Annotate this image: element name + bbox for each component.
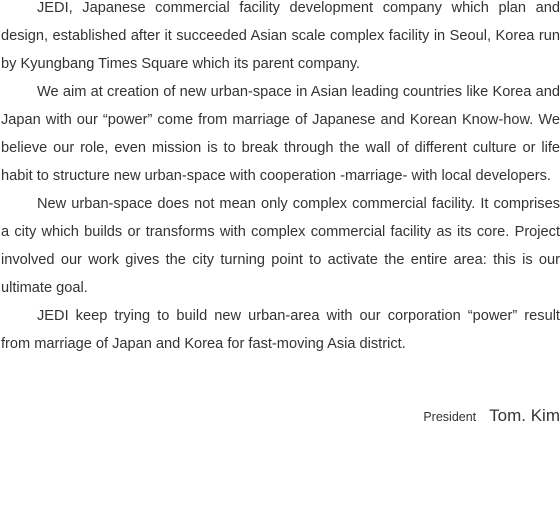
message-paragraph-3: New urban-space does not mean only complex commercial facility. It comprises a city which builds or transforms with complex commercial facility as its core. Project involved our work gives the city turning point to activate the entire area: this is our ultimate goal. <box>1 196 560 296</box>
message-paragraph-2: We aim at creation of new urban-space in Asian leading countries like Korea and Japan with our “power” come from marriage of Japanese and Korean Know-how. We believe our role, even mission is to break through the wall of different culture or life habit to structure new urban-space with cooperation -marriage- with local developers. <box>1 84 560 184</box>
signature-name: Tom. Kim <box>489 406 560 425</box>
president-message <box>1 0 560 358</box>
message-paragraph-4: JEDI keep trying to build new urban-area with our corporation “power” result from marriage of Japan and Korea for fast-moving Asia district. <box>1 308 560 352</box>
signature <box>423 406 560 426</box>
message-paragraph-1: JEDI, Japanese commercial facility development company which plan and design, established after it succeeded Asian scale complex facility in Seoul, Korea run by Kyungbang Times Square which its parent company. <box>1 0 560 72</box>
signature-role: President <box>423 410 477 424</box>
